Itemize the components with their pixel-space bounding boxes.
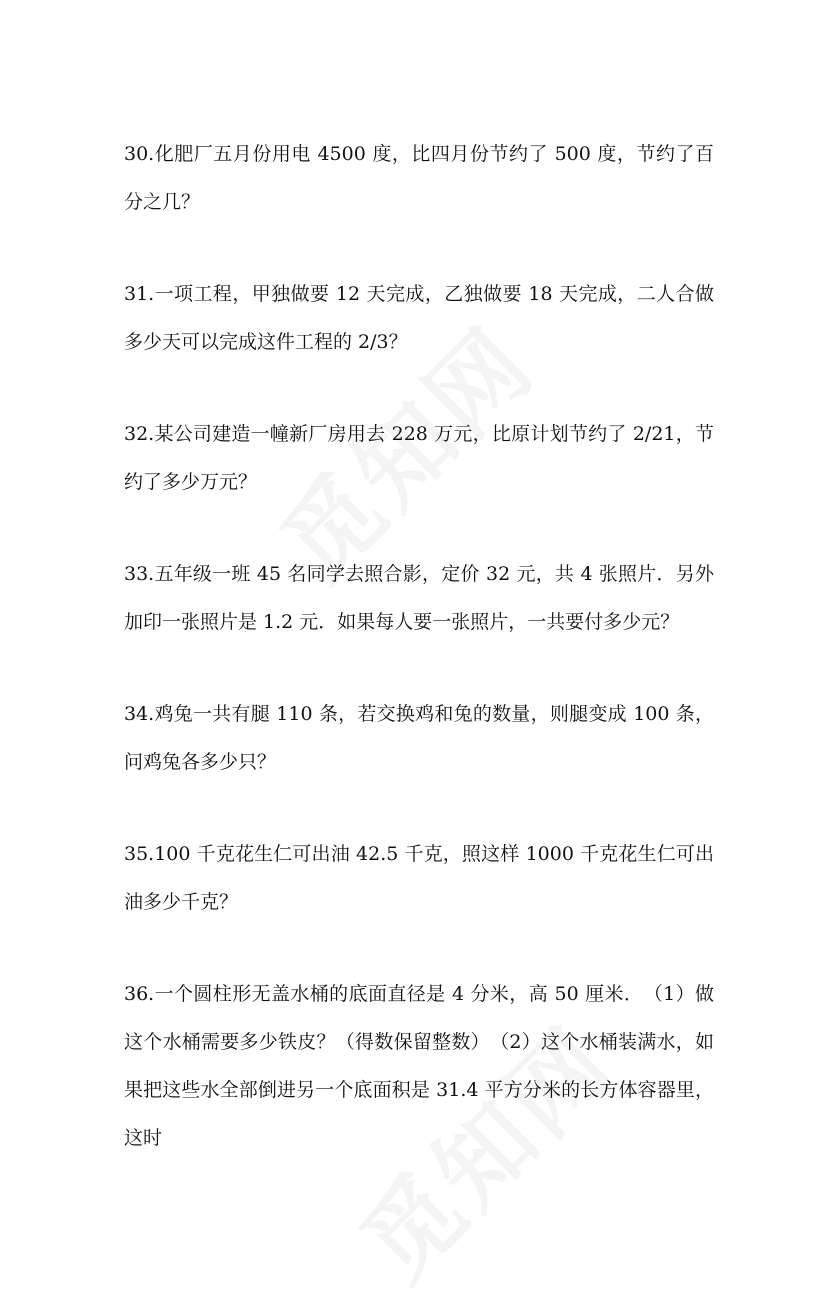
problem-35: 35.100 千克花生仁可出油 42.5 千克，照这样 1000 千克花生仁可出油多少千克？ [124, 843, 714, 913]
document-page [124, 130, 714, 1206]
problem-31: 31.一项工程，甲独做要 12 天完成，乙独做要 18 天完成，二人合做多少天可以完成这件工程的 2/3？ [124, 283, 714, 353]
problem-36: 36.一个圆柱形无盖水桶的底面直径是 4 分米，高 50 厘米． （1）做这个水桶需要多少铁皮？（得数保留整数） （2）这个水桶装满水，如果把这些水全部倒进另一个底面积是 31.4 平方分米的长方体容器里，这时 [124, 983, 714, 1149]
problem-30: 30.化肥厂五月份用电 4500 度，比四月份节约了 500 度，节约了百分之几？ [124, 143, 714, 213]
problem-33: 33.五年级一班 45 名同学去照合影，定价 32 元，共 4 张照片．另外加印一张照片是 1.2 元．如果每人要一张照片，一共要付多少元？ [124, 563, 714, 633]
problem-32: 32.某公司建造一幢新厂房用去 228 万元，比原计划节约了 2/21，节约了多少万元？ [124, 423, 714, 493]
problem-34: 34.鸡兔一共有腿 110 条，若交换鸡和兔的数量，则腿变成 100 条，问鸡兔各多少只？ [124, 703, 714, 773]
